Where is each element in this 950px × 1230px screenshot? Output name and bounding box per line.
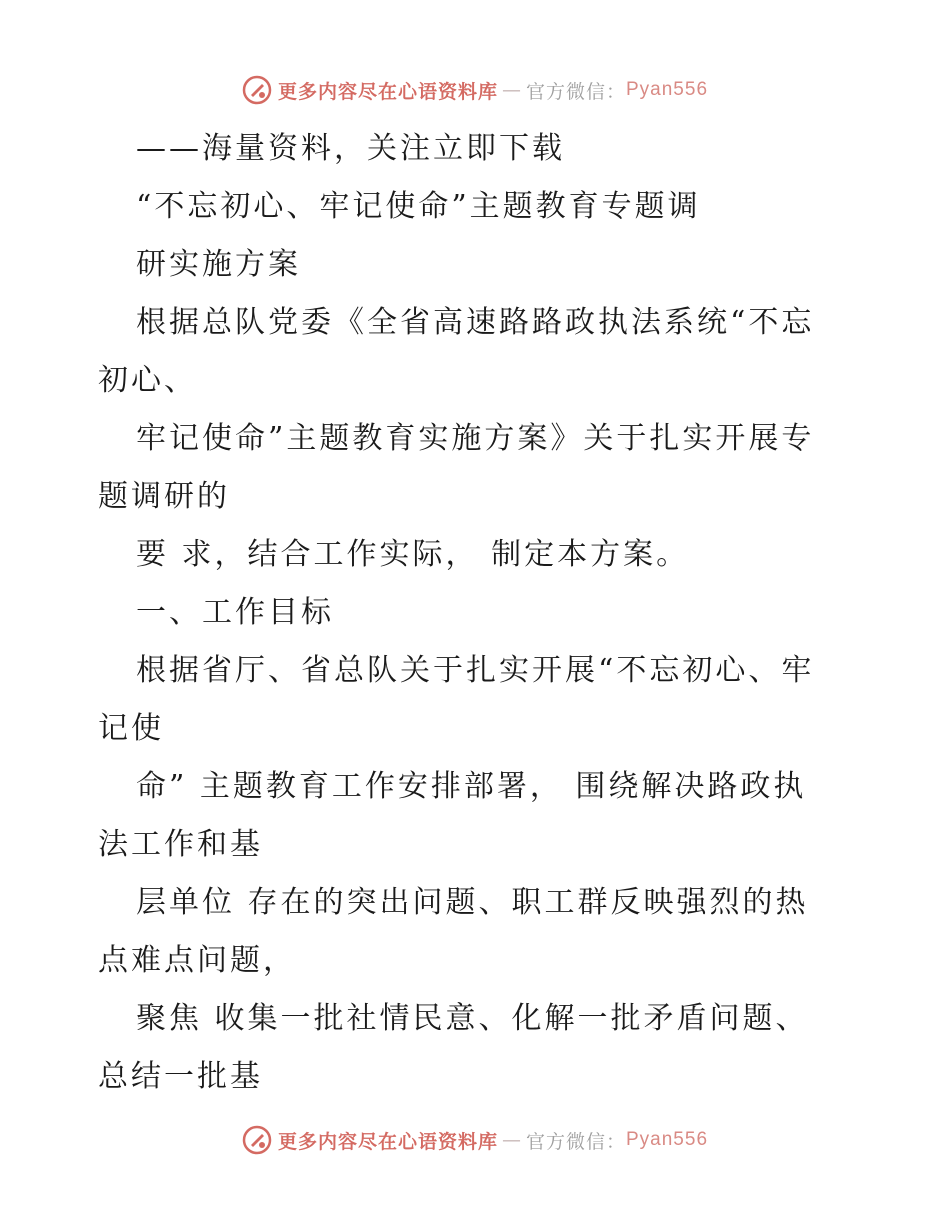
watermark-official: 官方微信： — [525, 1130, 626, 1153]
text-line: 题调研的 — [98, 479, 230, 514]
text-line: 点难点问题， — [98, 943, 296, 978]
text-line: 初心、 — [98, 363, 197, 398]
watermark-dash: — — [501, 1129, 522, 1151]
text-line: 命” 主题教育工作安排部署， 围绕解决路政执 — [136, 769, 807, 804]
text-line: 记使 — [98, 711, 164, 746]
watermark-id: Pyan556 — [626, 79, 709, 100]
text-line: “不忘初心、牢记使命”主题教育专题调 — [136, 189, 701, 224]
text-line: 研实施方案 — [136, 247, 301, 282]
document-body — [98, 120, 858, 1106]
logo-icon — [242, 75, 272, 105]
footer-watermark — [0, 1120, 950, 1160]
header-watermark — [0, 70, 950, 110]
watermark-id: Pyan556 — [626, 1129, 709, 1150]
text-line: 聚焦 收集一批社情民意、化解一批矛盾问题、 — [136, 1001, 809, 1036]
logo-icon — [242, 1125, 272, 1155]
text-line: 牢记使命”主题教育实施方案》关于扎实开展专 — [136, 421, 815, 456]
text-line: 根据总队党委《全省高速路路政执法系统“不忘 — [136, 305, 815, 340]
text-line: 层单位 存在的突出问题、职工群反映强烈的热 — [136, 885, 809, 920]
watermark-brand: 更多内容尽在心语资料库 — [277, 1130, 498, 1153]
text-line: 总结一批基 — [98, 1059, 263, 1094]
text-line: 要 求，结合工作实际， 制定本方案。 — [136, 537, 690, 572]
watermark-official: 官方微信： — [525, 80, 626, 103]
text-line: 根据省厅、省总队关于扎实开展“不忘初心、牢 — [136, 653, 815, 688]
text-line: 法工作和基 — [98, 827, 263, 862]
text-line: 一、工作目标 — [136, 595, 334, 630]
watermark-brand: 更多内容尽在心语资料库 — [277, 80, 498, 103]
text-line: ——海量资料，关注立即下载 — [136, 131, 565, 166]
watermark-dash: — — [501, 79, 522, 101]
